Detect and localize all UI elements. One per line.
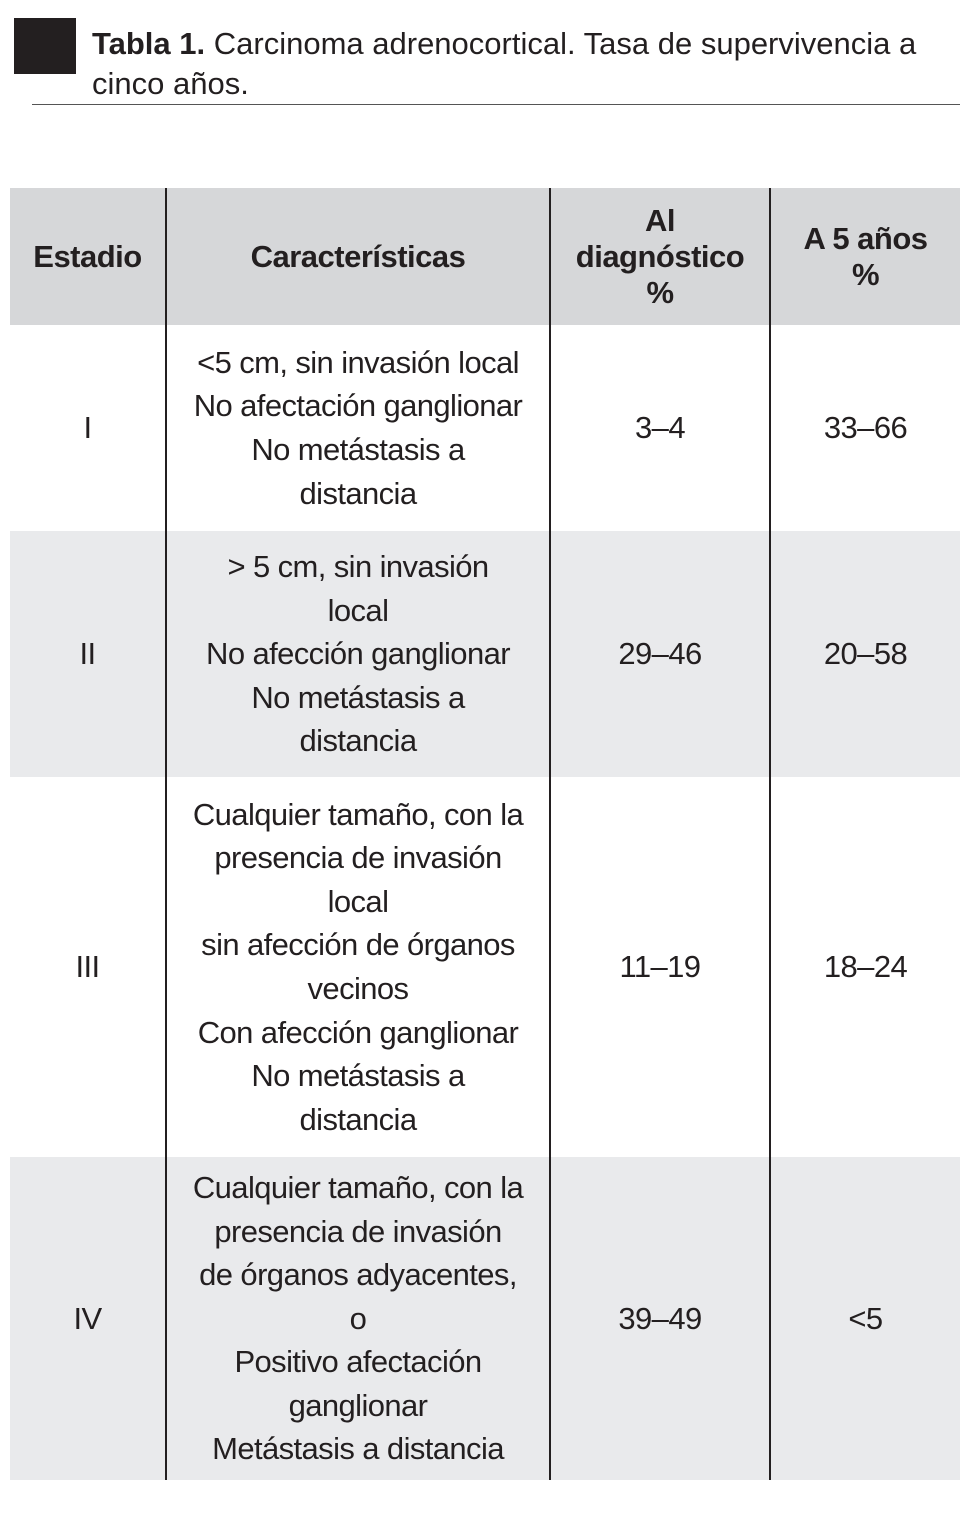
table-row xyxy=(10,531,960,777)
stage-cell: IV xyxy=(10,1157,166,1480)
header-line: Al xyxy=(645,202,675,238)
table-row xyxy=(10,325,960,531)
feature-line: ganglionar xyxy=(288,1387,428,1423)
survival-table xyxy=(10,188,960,1480)
header-features: Características xyxy=(166,188,550,325)
feature-line: Con afección ganglionar xyxy=(197,1014,519,1050)
caption-text xyxy=(92,24,962,104)
feature-line: sin afección de órganos xyxy=(201,927,515,963)
feature-line: distancia xyxy=(299,475,417,511)
caption-title: Carcinoma adrenocortical. Tasa de supervivencia a cinco años. xyxy=(92,26,917,101)
table-row xyxy=(10,777,960,1157)
features-cell xyxy=(166,777,550,1157)
header-line: diagnóstico xyxy=(575,238,745,274)
header-row xyxy=(10,188,960,325)
feature-line: distancia xyxy=(299,723,417,759)
feature-line: No metástasis a xyxy=(251,1058,465,1094)
five-years-cell: 33–66 xyxy=(770,325,960,531)
five-years-cell: <5 xyxy=(770,1157,960,1480)
feature-line: de órganos adyacentes, xyxy=(199,1257,517,1293)
feature-line: distancia xyxy=(299,1101,417,1137)
header-line: % xyxy=(646,274,674,310)
caption-marker-square xyxy=(14,18,76,74)
feature-line: > 5 cm, sin invasión xyxy=(227,549,489,585)
feature-line: No afectación ganglionar xyxy=(193,388,523,424)
five-years-cell: 18–24 xyxy=(770,777,960,1157)
feature-line: presencia de invasión xyxy=(214,840,502,876)
feature-line: Cualquier tamaño, con la xyxy=(192,796,524,832)
header-five-years xyxy=(770,188,960,325)
header-stage: Estadio xyxy=(10,188,166,325)
feature-line: o xyxy=(349,1300,367,1336)
at-diagnosis-cell: 3–4 xyxy=(550,325,770,531)
feature-line: No metástasis a xyxy=(251,432,465,467)
caption-divider xyxy=(32,104,960,105)
feature-line: No metástasis a xyxy=(251,679,465,715)
table-row xyxy=(10,1157,960,1480)
feature-line: local xyxy=(327,883,389,919)
caption-label: Tabla 1. xyxy=(92,26,206,61)
stage-cell: I xyxy=(10,325,166,531)
at-diagnosis-cell: 29–46 xyxy=(550,531,770,777)
feature-line: vecinos xyxy=(307,971,409,1006)
feature-line: <5 cm, sin invasión local xyxy=(197,344,519,380)
feature-line: presencia de invasión xyxy=(214,1213,502,1249)
header-at-diagnosis xyxy=(550,188,770,325)
feature-line: Positivo afectación xyxy=(234,1344,482,1380)
five-years-cell: 20–58 xyxy=(770,531,960,777)
at-diagnosis-cell: 39–49 xyxy=(550,1157,770,1480)
stage-cell: III xyxy=(10,777,166,1157)
features-cell xyxy=(166,1157,550,1480)
header-line: % xyxy=(851,256,880,292)
feature-line: Cualquier tamaño, con la xyxy=(192,1169,524,1205)
at-diagnosis-cell: 11–19 xyxy=(550,777,770,1157)
feature-line: Metástasis a distancia xyxy=(212,1431,504,1467)
features-cell xyxy=(166,531,550,777)
stage-cell: II xyxy=(10,531,166,777)
features-cell xyxy=(166,325,550,531)
header-line: A 5 años xyxy=(803,220,928,256)
feature-line: local xyxy=(327,592,389,628)
feature-line: No afección ganglionar xyxy=(206,636,510,672)
